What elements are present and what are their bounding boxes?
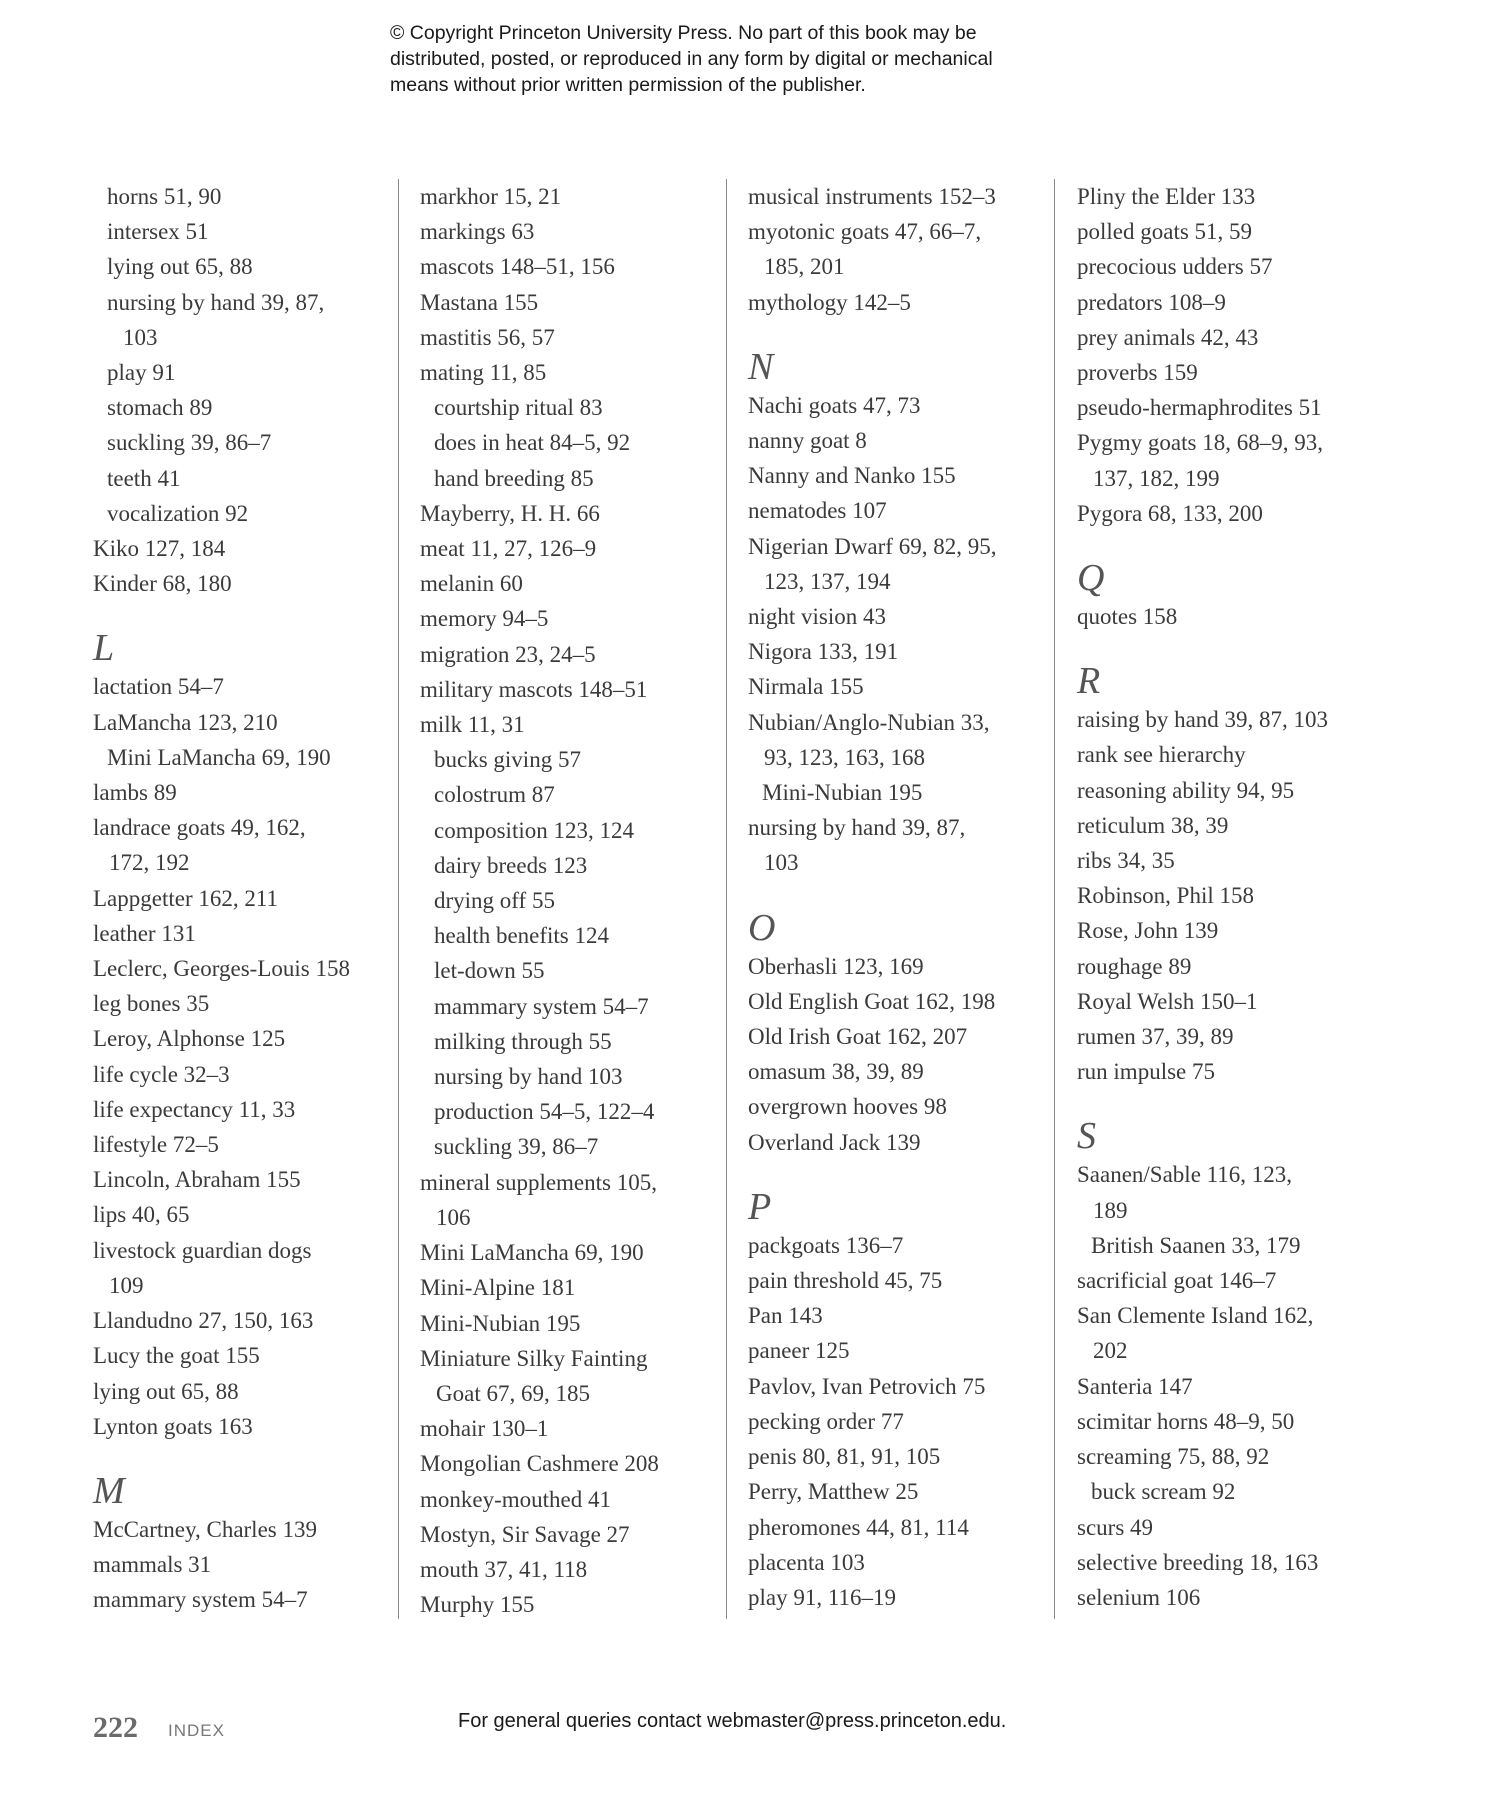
- index-entry: Goat 67, 69, 185: [436, 1380, 590, 1406]
- index-entry: Leroy, Alphonse 125: [93, 1026, 286, 1052]
- index-entry: prey animals 42, 43: [1077, 324, 1259, 350]
- index-entry: Mini-Nubian 195: [420, 1310, 581, 1336]
- section-letter: N: [748, 345, 774, 388]
- index-subentry: suckling 39, 86–7: [107, 430, 272, 456]
- index-entry: Perry, Matthew 25: [748, 1479, 919, 1505]
- index-entry: screaming 75, 88, 92: [1077, 1444, 1270, 1470]
- index-entry: Pan 143: [748, 1303, 823, 1329]
- index-entry: Leclerc, Georges-Louis 158: [93, 956, 350, 982]
- index-entry: Mostyn, Sir Savage 27: [420, 1521, 630, 1547]
- index-entry: placenta 103: [748, 1549, 865, 1575]
- index-entry: memory 94–5: [420, 606, 549, 632]
- index-entry: night vision 43: [748, 604, 887, 630]
- index-entry: 106: [436, 1204, 471, 1230]
- index-subentry: play 91: [107, 360, 176, 386]
- index-entry: Old English Goat 162, 198: [748, 988, 996, 1014]
- index-entry: mammary system 54–7: [93, 1587, 308, 1613]
- index-entry: mascots 148–51, 156: [420, 254, 615, 280]
- index-entry: meat 11, 27, 126–9: [420, 536, 597, 562]
- index-entry: 109: [109, 1272, 144, 1298]
- column-divider: [726, 179, 727, 1619]
- index-entry: lying out 65, 88: [93, 1378, 239, 1404]
- index-entry: pain threshold 45, 75: [748, 1268, 943, 1294]
- index-subentry: mammary system 54–7: [434, 993, 649, 1019]
- index-entry: sacrificial goat 146–7: [1077, 1268, 1277, 1294]
- index-entry: migration 23, 24–5: [420, 641, 596, 667]
- index-entry: Lappgetter 162, 211: [93, 885, 279, 911]
- index-entry: rank see hierarchy: [1077, 742, 1246, 768]
- index-entry: livestock guardian dogs: [93, 1237, 312, 1263]
- index-subentry: teeth 41: [107, 465, 181, 491]
- index-entry: markings 63: [420, 219, 535, 245]
- index-entry: McCartney, Charles 139: [93, 1516, 317, 1542]
- index-entry: musical instruments 152–3: [748, 184, 996, 209]
- copyright-notice: [390, 20, 1090, 98]
- section-letter: M: [93, 1469, 125, 1512]
- section-letter: L: [93, 627, 115, 670]
- section-letter: S: [1077, 1115, 1096, 1158]
- index-entry: pecking order 77: [748, 1408, 904, 1434]
- index-entry: markhor 15, 21: [420, 184, 562, 209]
- index-entry: Nirmala 155: [748, 674, 864, 700]
- index-entry: Saanen/Sable 116, 123,: [1077, 1162, 1293, 1188]
- index-entry: paneer 125: [748, 1338, 850, 1364]
- index-entry: selenium 106: [1077, 1584, 1201, 1610]
- index-subentry: let-down 55: [434, 958, 545, 984]
- index-entry: polled goats 51, 59: [1077, 219, 1253, 245]
- index-entry: mammals 31: [93, 1552, 212, 1578]
- index-entry: lambs 89: [93, 780, 177, 806]
- index-subentry: horns 51, 90: [107, 184, 222, 209]
- index-subentry: stomach 89: [107, 395, 213, 421]
- index-entry: run impulse 75: [1077, 1059, 1215, 1085]
- index-entry: selective breeding 18, 163: [1077, 1549, 1319, 1575]
- index-entry: roughage 89: [1077, 953, 1192, 979]
- index-subentry: hand breeding 85: [434, 465, 594, 491]
- index-entry: ribs 34, 35: [1077, 848, 1175, 874]
- spacer: [93, 601, 350, 623]
- index-entry: proverbs 159: [1077, 360, 1198, 386]
- section-letter: P: [748, 1185, 772, 1228]
- index-entry: life expectancy 11, 33: [93, 1096, 296, 1122]
- index-entry: mastitis 56, 57: [420, 324, 555, 350]
- index-entry: Santeria 147: [1077, 1373, 1193, 1399]
- index-entry: 103: [764, 850, 799, 876]
- spacer: [1077, 634, 1328, 656]
- index-subentry: does in heat 84–5, 92: [434, 430, 631, 456]
- index-entry: Pavlov, Ivan Petrovich 75: [748, 1373, 986, 1399]
- index-subentry: intersex 51: [107, 219, 209, 245]
- index-entry: Mongolian Cashmere 208: [420, 1451, 659, 1477]
- spacer: [93, 1444, 350, 1466]
- index-entry: Rose, John 139: [1077, 918, 1219, 944]
- spacer: [748, 881, 996, 903]
- index-entry: mating 11, 85: [420, 360, 547, 386]
- index-subentry: health benefits 124: [434, 923, 610, 949]
- index-entry: Nachi goats 47, 73: [748, 392, 921, 418]
- index-subentry: Mini-Nubian 195: [762, 780, 923, 806]
- index-subentry: lying out 65, 88: [107, 254, 253, 280]
- index-entry: Oberhasli 123, 169: [748, 953, 924, 979]
- index-subentry: milking through 55: [434, 1028, 612, 1054]
- index-entry: leather 131: [93, 920, 196, 946]
- index-subentry: composition 123, 124: [434, 817, 634, 843]
- index-entry: mouth 37, 41, 118: [420, 1556, 588, 1582]
- copyright-line: means without prior written permission of the publisher.: [390, 74, 866, 96]
- index-entry: leg bones 35: [93, 991, 210, 1017]
- index-entry: Llandudno 27, 150, 163: [93, 1308, 314, 1334]
- index-entry: Lynton goats 163: [93, 1413, 253, 1439]
- index-subentry: courtship ritual 83: [434, 395, 603, 421]
- index-entry: Mini-Alpine 181: [420, 1275, 576, 1301]
- index-entry: nursing by hand 39, 87,: [748, 815, 966, 841]
- copyright-line: distributed, posted, or reproduced in any form by digital or mechanical: [390, 48, 993, 70]
- index-subentry: 103: [123, 324, 158, 350]
- index-subentry: British Saanen 33, 179: [1091, 1232, 1301, 1258]
- index-subentry: vocalization 92: [107, 500, 249, 526]
- index-entry: San Clemente Island 162,: [1077, 1303, 1314, 1329]
- index-entry: mythology 142–5: [748, 289, 911, 315]
- index-entry: lactation 54–7: [93, 674, 224, 700]
- index-entry: mohair 130–1: [420, 1416, 549, 1442]
- index-entry: Nigora 133, 191: [748, 639, 899, 665]
- index-entry: Mastana 155: [420, 289, 539, 315]
- section-letter: R: [1077, 660, 1101, 703]
- index-column-3: [748, 179, 996, 1615]
- spacer: [748, 320, 996, 342]
- index-entry: lifestyle 72–5: [93, 1132, 219, 1158]
- spacer: [1077, 1089, 1328, 1111]
- page-number: 222: [93, 1711, 138, 1744]
- index-entry: precocious udders 57: [1077, 254, 1273, 280]
- index-entry: scurs 49: [1077, 1514, 1154, 1540]
- section-letter: O: [748, 906, 776, 949]
- index-entry: penis 80, 81, 91, 105: [748, 1444, 941, 1470]
- index-subentry: drying off 55: [434, 888, 555, 914]
- index-entry: 202: [1093, 1338, 1128, 1364]
- index-entry: rumen 37, 39, 89: [1077, 1024, 1234, 1050]
- index-column-1: [93, 179, 350, 1618]
- index-entry: reasoning ability 94, 95: [1077, 777, 1295, 803]
- section-letter: Q: [1077, 557, 1105, 600]
- index-entry: Robinson, Phil 158: [1077, 883, 1255, 909]
- index-entry: monkey-mouthed 41: [420, 1486, 611, 1512]
- index-entry: 93, 123, 163, 168: [764, 744, 925, 770]
- index-entry: mineral supplements 105,: [420, 1169, 657, 1195]
- index-entry: predators 108–9: [1077, 289, 1226, 315]
- spacer: [748, 1160, 996, 1182]
- index-subentry: buck scream 92: [1091, 1479, 1236, 1505]
- index-entry: 123, 137, 194: [764, 568, 891, 594]
- index-entry: 185, 201: [764, 254, 845, 280]
- index-entry: Lucy the goat 155: [93, 1343, 260, 1369]
- index-entry: Nigerian Dwarf 69, 82, 95,: [748, 533, 997, 559]
- column-divider: [1054, 179, 1055, 1619]
- index-entry: play 91, 116–19: [748, 1584, 896, 1610]
- index-entry: Mayberry, H. H. 66: [420, 500, 600, 526]
- index-entry: life cycle 32–3: [93, 1061, 230, 1087]
- index-entry: Miniature Silky Fainting: [420, 1345, 648, 1371]
- index-entry: Nanny and Nanko 155: [748, 463, 956, 489]
- column-divider: [398, 179, 399, 1619]
- index-entry: raising by hand 39, 87, 103: [1077, 707, 1329, 733]
- index-entry: Overland Jack 139: [748, 1129, 921, 1155]
- index-subentry: nursing by hand 39, 87,: [107, 289, 325, 315]
- index-subentry: suckling 39, 86–7: [434, 1134, 599, 1160]
- index-column-4: [1077, 179, 1328, 1615]
- index-entry: military mascots 148–51: [420, 676, 648, 702]
- index-entry: Lincoln, Abraham 155: [93, 1167, 301, 1193]
- spacer: [1077, 531, 1328, 553]
- index-column-2: [420, 179, 659, 1622]
- index-entry: milk 11, 31: [420, 712, 525, 738]
- index-entry: nanny goat 8: [748, 428, 867, 454]
- index-subentry: nursing by hand 103: [434, 1064, 623, 1090]
- running-head: INDEX: [168, 1721, 225, 1740]
- index-entry: packgoats 136–7: [748, 1232, 904, 1258]
- index-entry: nematodes 107: [748, 498, 887, 524]
- index-entry: 189: [1093, 1197, 1128, 1223]
- index-entry: Pygmy goats 18, 68–9, 93,: [1077, 430, 1323, 456]
- index-entry: omasum 38, 39, 89: [748, 1059, 924, 1085]
- index-entry: LaMancha 123, 210: [93, 709, 278, 735]
- index-subentry: bucks giving 57: [434, 747, 581, 773]
- index-entry: Kiko 127, 184: [93, 536, 226, 562]
- index-entry: landrace goats 49, 162,: [93, 815, 306, 841]
- index-entry: myotonic goats 47, 66–7,: [748, 219, 982, 245]
- index-entry: reticulum 38, 39: [1077, 812, 1229, 838]
- index-subentry: production 54–5, 122–4: [434, 1099, 655, 1125]
- index-entry: Mini LaMancha 69, 190: [420, 1240, 644, 1266]
- index-entry: Murphy 155: [420, 1592, 535, 1618]
- index-entry: 137, 182, 199: [1093, 465, 1220, 491]
- index-entry: pseudo-hermaphrodites 51: [1077, 395, 1322, 421]
- index-entry: melanin 60: [420, 571, 523, 597]
- index-subentry: Mini LaMancha 69, 190: [107, 744, 331, 770]
- index-entry: 172, 192: [109, 850, 190, 876]
- index-subentry: colostrum 87: [434, 782, 555, 808]
- index-entry: overgrown hooves 98: [748, 1094, 947, 1120]
- index-entry: Royal Welsh 150–1: [1077, 988, 1258, 1014]
- index-entry: lips 40, 65: [93, 1202, 190, 1228]
- index-subentry: dairy breeds 123: [434, 852, 588, 878]
- index-entry: Pliny the Elder 133: [1077, 184, 1256, 209]
- index-entry: scimitar horns 48–9, 50: [1077, 1408, 1295, 1434]
- index-entry: quotes 158: [1077, 604, 1178, 630]
- footer-contact: For general queries contact webmaster@press.princeton.edu.: [458, 1710, 1007, 1732]
- index-entry: Old Irish Goat 162, 207: [748, 1024, 968, 1050]
- index-entry: Nubian/Anglo-Nubian 33,: [748, 709, 990, 735]
- index-entry: pheromones 44, 81, 114: [748, 1514, 969, 1540]
- index-entry: Kinder 68, 180: [93, 571, 232, 597]
- copyright-line: © Copyright Princeton University Press. No part of this book may be: [390, 22, 977, 44]
- index-entry: Pygora 68, 133, 200: [1077, 500, 1263, 526]
